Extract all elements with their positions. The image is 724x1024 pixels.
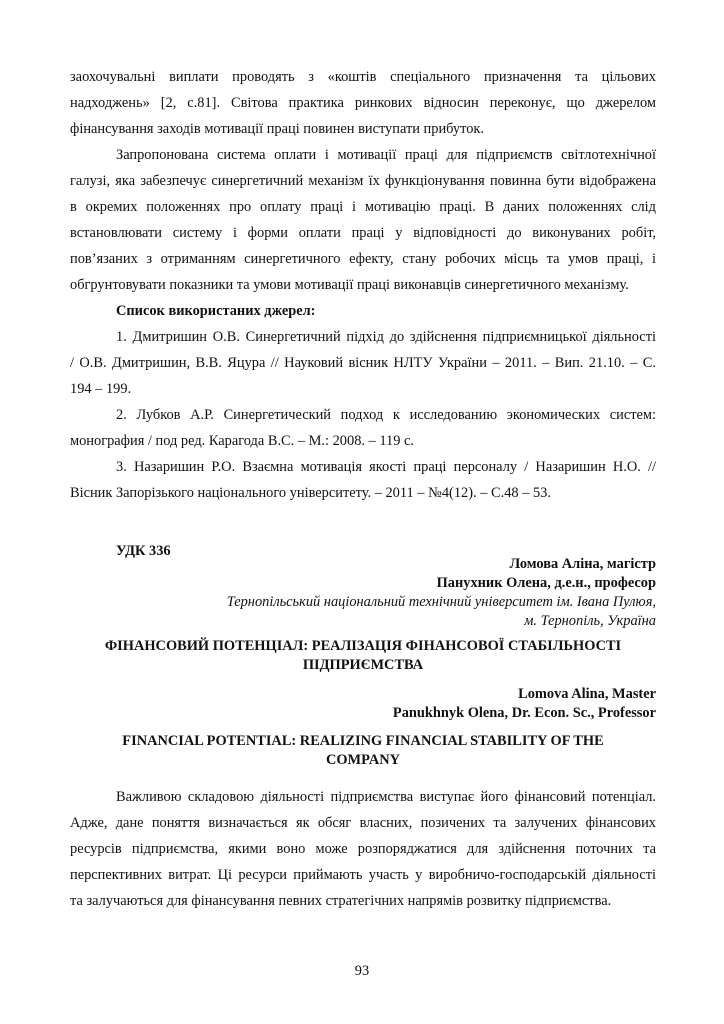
text-line: 194 – 199. bbox=[70, 381, 132, 397]
reference-item bbox=[70, 454, 656, 506]
text-line: заохочувальні виплати проводять з «коштів спеціального призначення та цільових bbox=[70, 69, 656, 85]
article-body bbox=[70, 784, 656, 914]
text-line: 3. Назаришин Р.О. Взаємна мотивація якості праці персоналу / Назаришин Н.О. // bbox=[116, 459, 656, 475]
text-line: Важливою складовою діяльності підприємства виступає його фінансовий потенціал. bbox=[116, 789, 656, 805]
page-number: 93 bbox=[354, 963, 370, 979]
author-name: Ломова Аліна, магістр bbox=[509, 556, 656, 572]
udk-code: УДК 336 bbox=[116, 543, 171, 559]
text-line: монография / под ред. Карагода В.С. – М.: 2008. – 119 с. bbox=[70, 433, 415, 449]
text-line: та залучаються для фінансування певних стратегічних напрямів розвитку підприємства. bbox=[70, 893, 612, 909]
text-line: 1. Дмитришин О.В. Синергетичний підхід до здійснення підприємницької діяльності bbox=[116, 329, 656, 345]
text-line: в окремих положеннях про оплату праці і мотивацію праці. В даних положеннях слід bbox=[70, 199, 656, 215]
title-line: ФІНАНСОВИЙ ПОТЕНЦІАЛ: РЕАЛІЗАЦІЯ ФІНАНСОВОЇ СТАБІЛЬНОСТІ bbox=[104, 638, 622, 654]
text-line: перспективних витрат. Ці ресурси приймають участь у виробничо-господарській діяльності bbox=[70, 867, 656, 883]
text-line: надходжень» [2, с.81]. Світова практика ринкових відносин переконує, що джерелом bbox=[70, 95, 656, 111]
affiliation-location: м. Тернопіль, Україна bbox=[524, 613, 656, 629]
text-line: Вісник Запорізького національного університету. – 2011 – №4(12). – С.48 – 53. bbox=[70, 485, 551, 501]
text-line: пов’язаних з отриманням синергетичного ефекту, стану робочих місць та умов праці, і bbox=[70, 251, 656, 267]
title-line: ПІДПРИЄМСТВА bbox=[302, 657, 424, 673]
affiliation: Тернопільський національний технічний університет ім. Івана Пулюя, bbox=[226, 594, 656, 610]
page-content bbox=[70, 64, 656, 909]
references-section bbox=[70, 298, 656, 506]
proposal-paragraph bbox=[70, 142, 656, 298]
text-line: / О.В. Дмитришин, В.В. Яцура // Науковий вісник НЛТУ України – 2011. – Вип. 21.10. – С. bbox=[70, 355, 656, 371]
title-line: FINANCIAL POTENTIAL: REALIZING FINANCIAL STABILITY OF THE bbox=[122, 733, 604, 749]
authors-ua bbox=[227, 555, 656, 631]
references-heading: Список використаних джерел: bbox=[116, 303, 316, 319]
article-title-en bbox=[70, 732, 656, 770]
text-line: обгрунтовувати показники та умови мотивації праці виконавців синергетичного механізму. bbox=[70, 277, 629, 293]
title-line: COMPANY bbox=[325, 752, 401, 768]
reference-item bbox=[70, 324, 656, 402]
text-line: Адже, дане поняття визначається як обсяг власних, позичених та залучених фінансових bbox=[70, 815, 656, 831]
text-line: ресурсів підприємства, якими воно може розпоряджатися для здійснення поточних та bbox=[70, 841, 656, 857]
reference-item bbox=[70, 402, 656, 454]
author-name: Lomova Alina, Master bbox=[518, 686, 656, 702]
text-line: встановлювати систему і форми оплати праці у відповідності до виконуваних робіт, bbox=[70, 225, 656, 241]
text-line: галузі, яка забезпечує синергетичний механізм їх функціонування повинна бути відображена bbox=[70, 173, 656, 189]
author-name: Panukhnyk Olena, Dr. Econ. Sc., Professor bbox=[392, 705, 656, 721]
article-title-ua bbox=[70, 637, 656, 675]
author-name: Панухник Олена, д.е.н., професор bbox=[436, 575, 656, 591]
text-line: фінансування заходів мотивації праці повинен виступати прибуток. bbox=[70, 121, 485, 137]
intro-paragraph bbox=[70, 64, 656, 142]
authors-en bbox=[393, 685, 656, 723]
text-line: 2. Лубков А.Р. Синергетический подход к исследованию экономических систем: bbox=[116, 407, 656, 423]
text-line: Запропонована система оплати і мотивації праці для підприємств світлотехнічної bbox=[116, 147, 656, 163]
